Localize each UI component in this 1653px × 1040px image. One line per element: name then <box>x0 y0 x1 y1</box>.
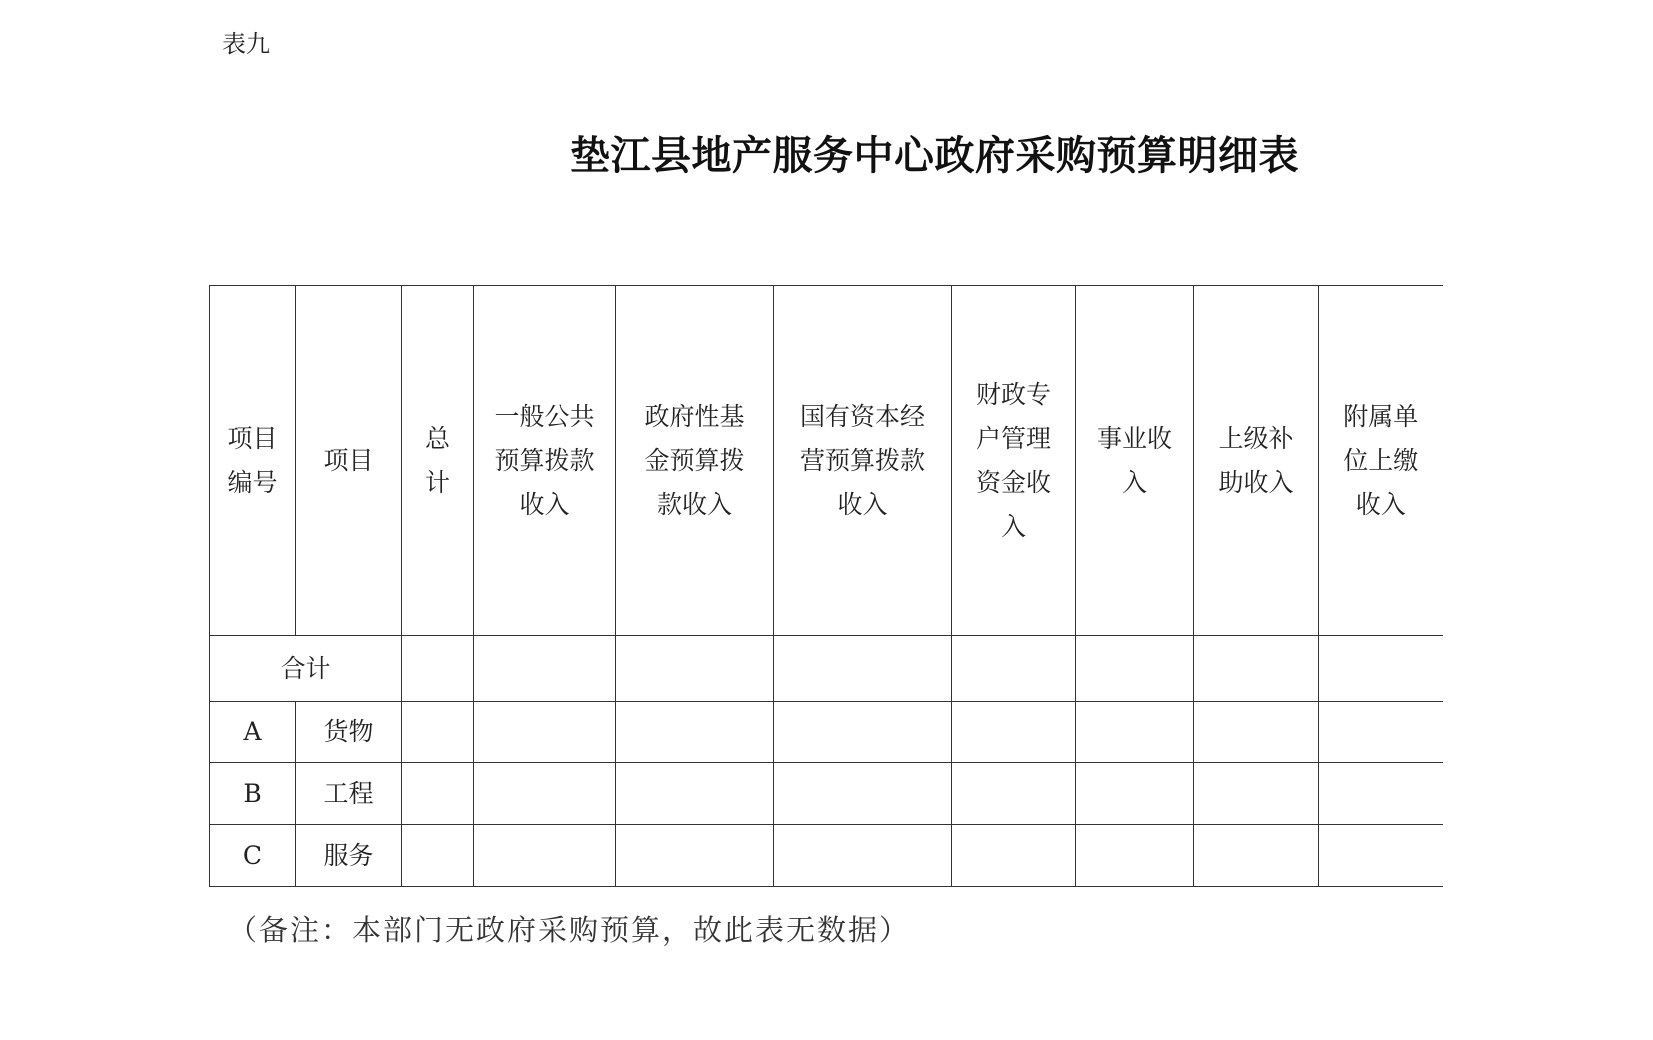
table-cell <box>1319 636 1443 702</box>
page-title: 垫江县地产服务中心政府采购预算明细表 <box>570 133 1299 179</box>
table-cell <box>474 825 616 887</box>
column-header: 总计 <box>402 286 474 636</box>
column-header: 一般公共预算拨款收入 <box>474 286 616 636</box>
table-cell <box>474 636 616 702</box>
table-cell <box>402 763 474 825</box>
table-cell <box>1194 636 1319 702</box>
column-header: 财政专户管理资金收入 <box>952 286 1076 636</box>
total-row <box>210 636 1443 702</box>
table-cell <box>774 636 952 702</box>
table-cell <box>616 825 774 887</box>
table-cell <box>1194 702 1319 763</box>
table-cell <box>402 825 474 887</box>
total-label: 合计 <box>210 636 402 702</box>
table-cell <box>1076 636 1194 702</box>
table-cell <box>1194 763 1319 825</box>
column-header: 上级补助收入 <box>1194 286 1319 636</box>
table-cell <box>474 763 616 825</box>
column-header: 政府性基金预算拨款收入 <box>616 286 774 636</box>
table-cell <box>616 636 774 702</box>
table-row <box>210 763 1443 825</box>
footnote: （备注：本部门无政府采购预算，故此表无数据） <box>228 913 911 947</box>
table-cell <box>1319 702 1443 763</box>
header-row <box>210 286 1443 636</box>
item-name: 服务 <box>296 825 402 887</box>
table-cell <box>402 636 474 702</box>
item-code: A <box>210 702 296 763</box>
item-code: C <box>210 825 296 887</box>
table-number-label: 表九 <box>222 30 270 58</box>
table-cell <box>616 763 774 825</box>
table-cell <box>1076 702 1194 763</box>
table-cell <box>774 702 952 763</box>
column-header: 事业收入 <box>1076 286 1194 636</box>
table-cell <box>1319 825 1443 887</box>
table-cell <box>1319 763 1443 825</box>
item-code: B <box>210 763 296 825</box>
table-cell <box>616 702 774 763</box>
table-cell <box>952 636 1076 702</box>
table-cell <box>1076 825 1194 887</box>
table-cell <box>952 702 1076 763</box>
procurement-budget-table <box>209 285 1443 887</box>
table-row <box>210 825 1443 887</box>
table-cell <box>952 825 1076 887</box>
item-name: 货物 <box>296 702 402 763</box>
table-cell <box>774 763 952 825</box>
column-header: 项目编号 <box>210 286 296 636</box>
column-header: 项目 <box>296 286 402 636</box>
table-cell <box>1076 763 1194 825</box>
table-cell <box>774 825 952 887</box>
column-header: 附属单位上缴收入 <box>1319 286 1443 636</box>
table-row <box>210 702 1443 763</box>
table-cell <box>474 702 616 763</box>
item-name: 工程 <box>296 763 402 825</box>
column-header: 国有资本经营预算拨款收入 <box>774 286 952 636</box>
table-cell <box>1194 825 1319 887</box>
table-cell <box>952 763 1076 825</box>
table-cell <box>402 702 474 763</box>
